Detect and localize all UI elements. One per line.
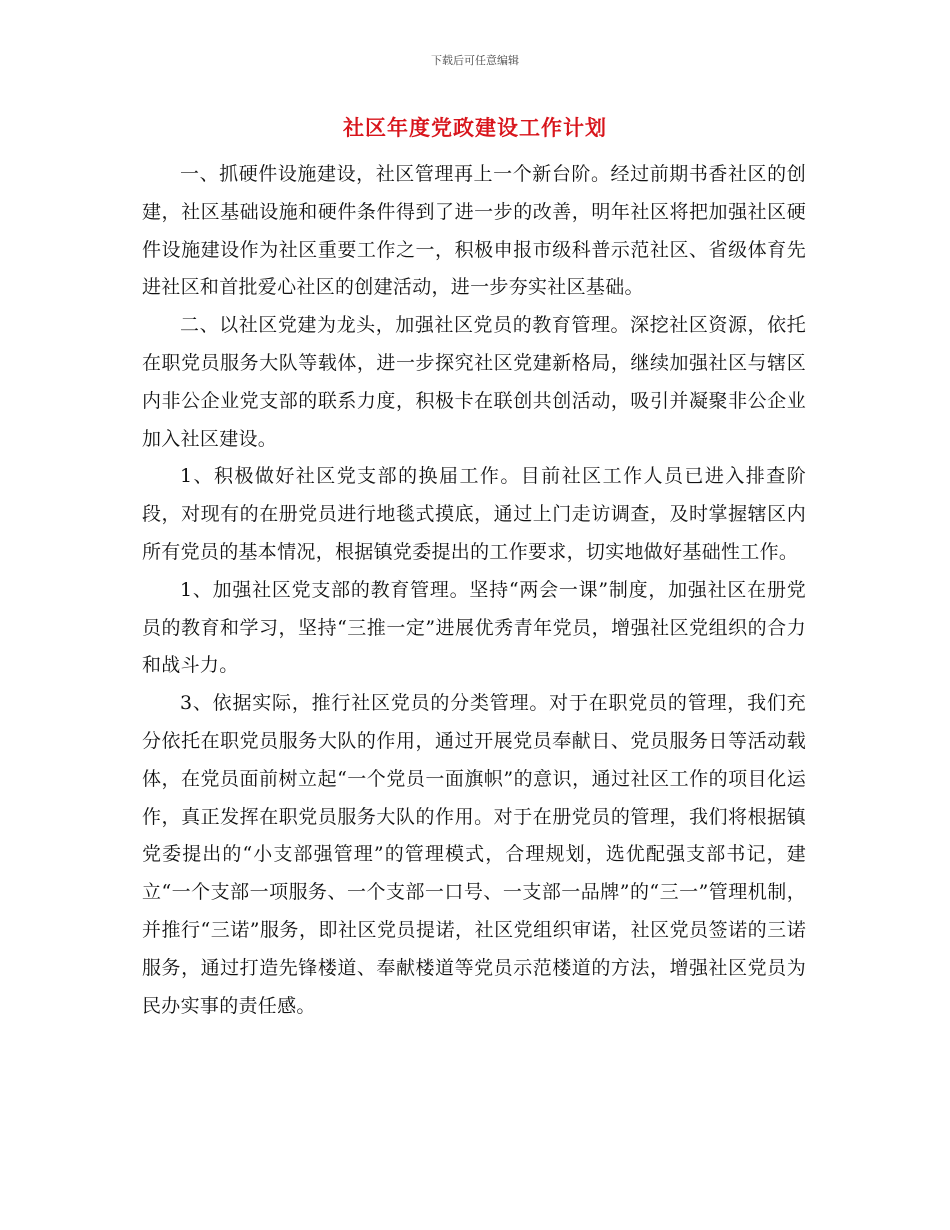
- page-header: 下载后可任意编辑: [431, 54, 519, 67]
- paragraph-branch-education: 1、加强社区党支部的教育管理。坚持“两会一课”制度，加强社区在册党员的教育和学习，坚持“三推一定”进展优秀青年党员，增强社区党组织的合力和战斗力。: [142, 578, 806, 677]
- paragraph-party-building: 二、以社区党建为龙头，加强社区党员的教育管理。深挖社区资源，依托在职党员服务大队等载体，进一步探究社区党建新格局，继续加强社区与辖区内非公企业党支部的联系力度，积极卡在联创共创活动，吸引并凝聚非公企业加入社区建设。: [142, 314, 806, 450]
- paragraph-hardware: 一、抓硬件设施建设，社区管理再上一个新台阶。经过前期书香社区的创建，社区基础设施和硬件条件得到了进一步的改善，明年社区将把加强社区硬件设施建设作为社区重要工作之一，积极申报市级科普示范社区、省级体育先进社区和首批爱心社区的创建活动，进一步夯实社区基础。: [142, 163, 806, 299]
- paragraph-classified-management: 3、依据实际，推行社区党员的分类管理。对于在职党员的管理，我们充分依托在职党员服务大队的作用，通过开展党员奉献日、党员服务日等活动载体，在党员面前树立起“一个党员一面旗帜”的意识，通过社区工作的项目化运作，真正发挥在职党员服务大队的作用。对于在册党员的管理，我们将根据镇党委提出的“小支部强管理”的管理模式，合理规划，选优配强支部书记，建立“一个支部一项服务、一个支部一口号、一支部一品牌”的“三一”管理机制，并推行“三诺”服务，即社区党员提诺，社区党组织审诺，社区党员签诺的三诺服务，通过打造先锋楼道、奉献楼道等党员示范楼道的方法，增强社区党员为民办实事的责任感。: [142, 692, 806, 1017]
- paragraph-branch-election: 1、积极做好社区党支部的换届工作。目前社区工作人员已进入排查阶段，对现有的在册党员进行地毯式摸底，通过上门走访调查，及时掌握辖区内所有党员的基本情况，根据镇党委提出的工作要求，切实地做好基础性工作。: [142, 465, 806, 563]
- document-title: 社区年度党政建设工作计划: [343, 115, 607, 140]
- document-body: [142, 156, 806, 1025]
